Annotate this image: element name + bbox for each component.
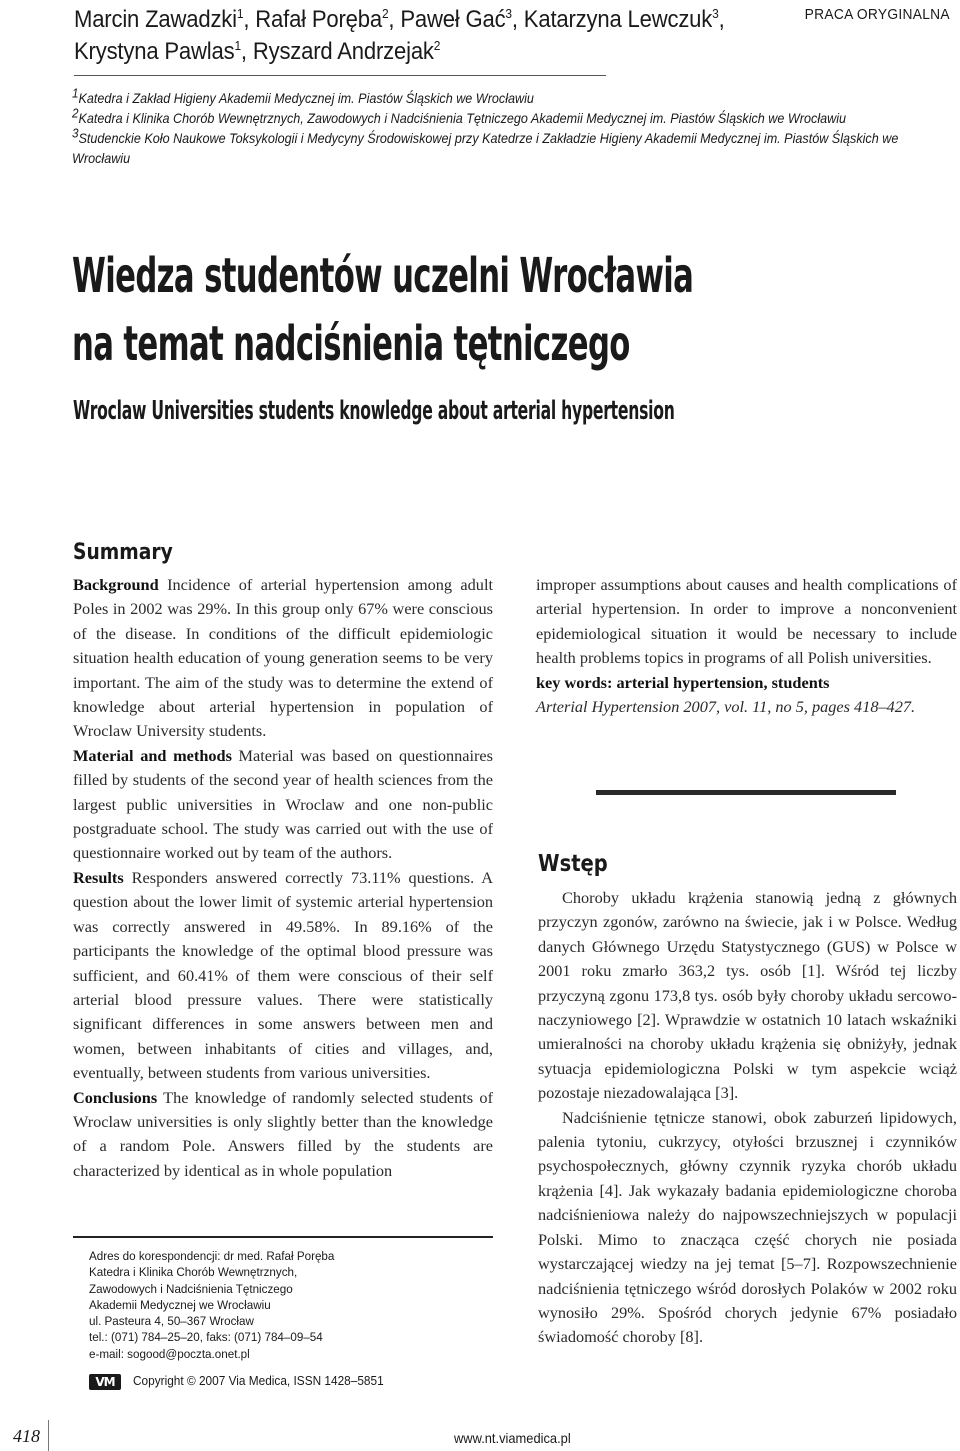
author-affiliation-ref: 2 xyxy=(433,38,441,53)
keywords: key words: arterial hypertension, students xyxy=(536,672,830,692)
affiliation-number: 3 xyxy=(72,125,79,141)
introduction-paragraph: Nadciśnienie tętnicze stanowi, obok zaburzeń lipidowych, palenia tytoniu, cukrzycy, otyłości brzusznej i czynników psychospołecznych, główny czynnik ryzyka chorób układu krążenia [4]. Jak wykazały badania epidemiologiczne choroba nadciśnieniowa należy do najpowszechniejszych w populacji Polski. Mimo to znacząca część chorych nie posiada wystarczającej wiedzy na jej temat [5–7]. Rozpowszechnienie nadciśnienia tętniczego wśród dorosłych Polaków w 2002 roku wynosiło 29%. Spośród chorych jedynie 67% posiadało świadomość choroby [8]. xyxy=(538,1107,957,1347)
author-name: Krystyna Pawlas xyxy=(74,38,235,65)
summary-methods xyxy=(73,744,493,866)
author-name: Marcin Zawadzki xyxy=(74,6,237,33)
title-line-2: na temat nadciśnienia tętniczego xyxy=(72,316,630,372)
author-list-line-2 xyxy=(74,36,736,68)
title-line-1: Wiedza studentów uczelni Wrocławia xyxy=(72,248,694,304)
summary-conclusions xyxy=(73,1086,493,1184)
affiliation-line xyxy=(72,125,950,148)
section-text: Incidence of arterial hypertension among adult Poles in 2002 was 29%. In this group only 67% were conscious of the disease. In conditions of the difficult epidemiologic situation health education of young generation seems to be very important. The aim of the study was to determine the extend of knowledge about arterial hypertension in population of Wroclaw University students. xyxy=(73,575,493,741)
summary-heading: Summary xyxy=(73,540,173,565)
author-separator: , xyxy=(718,6,725,33)
section-label: Conclusions xyxy=(73,1087,158,1107)
article-title-english: Wroclaw Universities students knowledge about arterial hypertension xyxy=(73,396,675,426)
correspondence-line: Adres do korespondencji: dr med. Rafał Poręba xyxy=(89,1249,335,1263)
author-affiliation-ref: 2 xyxy=(381,6,389,21)
author-affiliation-ref: 1 xyxy=(236,6,244,21)
correspondence-address xyxy=(89,1248,427,1362)
author-list-line-1 xyxy=(74,4,736,36)
journal-url[interactable]: www.nt.viamedica.pl xyxy=(454,1430,571,1446)
summary-results xyxy=(73,866,493,1086)
header-divider xyxy=(74,75,606,76)
journal-citation: Arterial Hypertension 2007, vol. 11, no 5, pages 418–427. xyxy=(536,697,916,717)
copyright-notice: Copyright © 2007 Via Medica, ISSN 1428–5851 xyxy=(133,1374,384,1388)
section-label: Results xyxy=(73,867,124,887)
author-name: Paweł Gać xyxy=(400,6,506,33)
summary-continued: improper assumptions about causes and health complications of arterial hypertension. In order to improve a nonconvenient epidemiological situation it would be necessary to include health problems topics in programs of all Polish universities. xyxy=(536,575,957,668)
correspondence-line: tel.: (071) 784–25–20, faks: (071) 784–09–54 xyxy=(89,1330,323,1345)
copyright-row xyxy=(89,1372,489,1394)
correspondence-line: ul. Pasteura 4, 50–367 Wrocław xyxy=(89,1314,254,1329)
author-affiliation-ref: 3 xyxy=(505,6,512,21)
author-affiliation-ref: 1 xyxy=(234,38,241,53)
author-separator: , xyxy=(511,6,524,33)
affiliation-number: 1 xyxy=(72,85,79,101)
author-affiliation-ref: 3 xyxy=(712,6,719,21)
summary-background xyxy=(73,573,493,744)
article-type-label: PRACA ORYGINALNA xyxy=(804,6,950,23)
correspondence-line: Katedra i Klinika Chorób Wewnętrznych, xyxy=(89,1265,298,1280)
section-label: Material and methods xyxy=(73,745,232,765)
affiliation-line xyxy=(72,105,950,128)
affiliation-text: Katedra i Zakład Higieny Akademii Medycznej im. Piastów Śląskich we Wrocławiu xyxy=(78,90,534,106)
article-title-polish xyxy=(72,242,712,378)
introduction-heading: Wstęp xyxy=(538,851,608,877)
affiliation-line xyxy=(72,85,950,108)
section-text: The knowledge of randomly selected students of Wroclaw universities is only slightly better than the knowledge of a random Pole. Answers filled by the students are characterized by identical as in whole population xyxy=(73,1087,493,1180)
author-name: Rafał Poręba xyxy=(255,6,382,33)
correspondence-line: Akademii Medycznej we Wrocławiu xyxy=(89,1297,271,1312)
author-separator: , xyxy=(243,6,256,33)
affiliation-number: 2 xyxy=(72,105,79,121)
author-list xyxy=(74,4,736,68)
author-name: Katarzyna Lewczuk xyxy=(523,6,713,33)
section-text: Responders answered correctly 73.11% questions. A question about the lower limit of systemic arterial hypertension was correctly answered in 49.58%. In 89.16% of the participants the knowledge of the optimal blood pressure was sufficient, and 60.41% of them were conscious of their self arterial blood pressure values. There were statistically significant differences in some answers between men and women, between inhabitants of cities and villages, and, eventually, between students from various universities. xyxy=(73,867,493,1083)
author-name: Ryszard Andrzejak xyxy=(252,38,434,65)
affiliation-text: Studenckie Koło Naukowe Toksykologii i Medycyny Środowiskowej przy Katedrze i Zakładzie Higieny Akademii Medycznej im. Piastów Śląskich we xyxy=(78,130,899,146)
affiliation-line xyxy=(72,148,950,168)
author-separator: , xyxy=(388,6,401,33)
correspondence-line: Zawodowych i Nadciśnienia Tętniczego xyxy=(89,1281,293,1296)
section-divider xyxy=(596,790,896,795)
author-separator: , xyxy=(240,38,253,65)
introduction-paragraph: Choroby układu krążenia stanowią jedną z głównych przyczyn zgonów, zarówno na świecie, jak i w Polsce. Według danych Głównego Urzędu Statystycznego (GUS) w Polsce w 2001 roku zmarło 363,2 tys. osób [1]. Wśród tej liczby przyczyną zgonu 173,8 tys. osób były choroby układu sercowo-naczyniowego [2]. Wprawdzie w ostatnich 10 latach wskaźniki umieralności na choroby układu krążenia się obniżyły, jednak sytuacja epidemiologiczna Polski w tym aspekcie wciąż pozostaje niezadowalająca [3]. xyxy=(538,888,957,1103)
affiliation-text: Katedra i Klinika Chorób Wewnętrznych, Zawodowych i Nadciśnienia Tętniczego Akademii Medycznej im. Piastów Śląskich we Wrocławiu xyxy=(78,110,847,126)
summary-column-right xyxy=(536,573,957,719)
affiliations xyxy=(72,85,950,168)
section-text: Material was based on questionnaires filled by students of the second year of health sciences from the largest public universities in Wroclaw and one non-public postgraduate school. The study was carried out with the use of questionnaire worked out by team of the authors. xyxy=(73,745,493,863)
page-number: 418 xyxy=(13,1426,40,1446)
summary-column-left xyxy=(73,573,493,1183)
correspondence-email: e-mail: sogood@poczta.onet.pl xyxy=(89,1346,250,1361)
affiliation-text: Wrocławiu xyxy=(72,150,131,166)
via-medica-logo: VM xyxy=(89,1374,121,1390)
introduction-body xyxy=(538,886,957,1350)
page-number-divider xyxy=(48,1420,49,1451)
section-label: Background xyxy=(73,575,159,594)
